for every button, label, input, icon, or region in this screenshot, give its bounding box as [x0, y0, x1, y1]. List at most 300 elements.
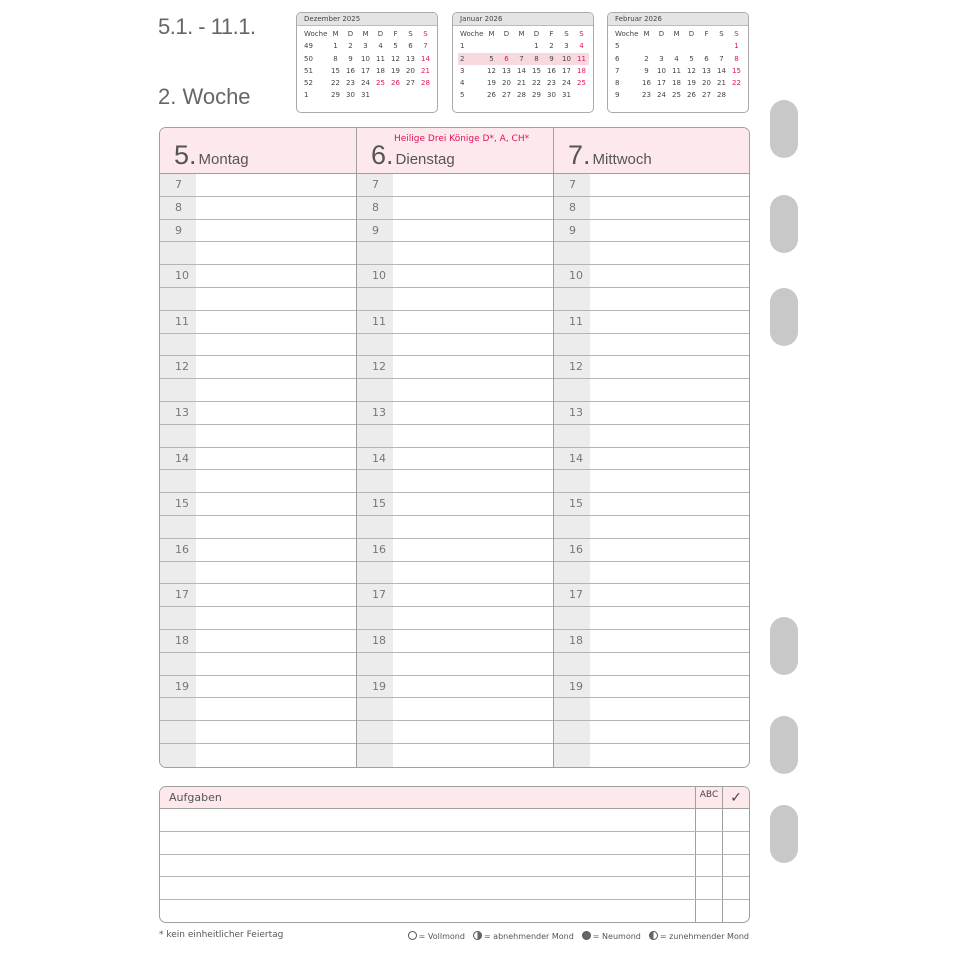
hour-slot[interactable]	[554, 698, 750, 721]
week-column-label: Woche	[615, 30, 639, 38]
appointment-line[interactable]	[590, 470, 750, 492]
weekday-label: D	[377, 30, 384, 38]
weekday-label: S	[423, 30, 428, 38]
day-header	[554, 128, 750, 174]
hour-slot[interactable]	[357, 516, 553, 539]
hour-slot[interactable]	[554, 379, 750, 402]
appointment-line[interactable]	[393, 174, 553, 196]
calendar-day: 5	[689, 54, 694, 63]
appointment-line[interactable]	[590, 698, 750, 720]
hour-slot[interactable]	[554, 744, 750, 767]
hour-slot[interactable]	[357, 220, 553, 243]
hour-slot[interactable]	[357, 539, 553, 562]
mini-calendar-grid	[608, 26, 748, 102]
task-done-cell[interactable]	[722, 877, 749, 899]
appointment-line[interactable]	[590, 676, 750, 698]
hour-slot[interactable]	[357, 448, 553, 471]
appointment-line[interactable]	[590, 402, 750, 424]
hour-slot[interactable]	[554, 197, 750, 220]
appointment-line[interactable]	[393, 721, 553, 743]
calendar-day: 15	[331, 66, 340, 75]
register-tab[interactable]	[770, 716, 798, 774]
calendar-day: 25	[672, 91, 681, 100]
weekday-label: D	[347, 30, 354, 38]
appointment-line[interactable]	[393, 288, 553, 310]
mini-calendar-week-row	[613, 89, 744, 101]
hour-label: 11	[554, 311, 590, 333]
appointment-line[interactable]	[393, 402, 553, 424]
hour-label: 18	[357, 630, 393, 652]
hour-slot[interactable]	[160, 242, 357, 265]
appointment-line[interactable]	[393, 379, 553, 401]
hour-slot[interactable]	[357, 174, 553, 197]
appointment-line[interactable]	[196, 265, 357, 287]
week-number: 2	[460, 54, 465, 63]
appointment-line[interactable]	[196, 448, 357, 470]
hour-label	[160, 698, 196, 720]
hour-slot[interactable]	[357, 288, 553, 311]
appointment-line[interactable]	[590, 607, 750, 629]
appointment-line[interactable]	[196, 402, 357, 424]
waxing-moon-icon	[649, 931, 658, 940]
hour-slot[interactable]	[554, 448, 750, 471]
day-number-wrap	[174, 140, 249, 171]
hour-slot[interactable]	[160, 470, 357, 493]
hour-label	[160, 288, 196, 310]
appointment-line[interactable]	[393, 562, 553, 584]
calendar-day: 21	[421, 66, 430, 75]
mini-calendar-february	[607, 12, 749, 113]
hour-label: 8	[554, 197, 590, 219]
hour-slot[interactable]	[357, 334, 553, 357]
register-tab[interactable]	[770, 100, 798, 158]
hour-slot[interactable]	[160, 402, 357, 425]
hour-slot[interactable]	[554, 311, 750, 334]
hour-slot[interactable]	[357, 562, 553, 585]
appointment-line[interactable]	[196, 562, 357, 584]
appointment-line[interactable]	[196, 311, 357, 333]
appointment-line[interactable]	[196, 379, 357, 401]
appointment-line[interactable]	[196, 470, 357, 492]
calendar-day: 22	[732, 79, 741, 88]
hour-slot[interactable]	[357, 744, 553, 767]
hour-slot[interactable]	[160, 288, 357, 311]
appointment-line[interactable]	[393, 265, 553, 287]
hour-slot[interactable]	[554, 174, 750, 197]
hour-slot[interactable]	[160, 356, 357, 379]
calendar-day: 8	[734, 54, 739, 63]
appointment-line[interactable]	[590, 311, 750, 333]
hour-slot[interactable]	[160, 676, 357, 699]
hour-label: 9	[554, 220, 590, 242]
appointment-line[interactable]	[393, 630, 553, 652]
calendar-day: 3	[659, 54, 664, 63]
calendar-day: 29	[532, 91, 541, 100]
appointment-line[interactable]	[196, 220, 357, 242]
hour-slot[interactable]	[357, 493, 553, 516]
hour-label	[554, 653, 590, 675]
task-priority-cell[interactable]	[695, 809, 722, 831]
task-row[interactable]	[160, 900, 749, 923]
weekday-label: S	[564, 30, 569, 38]
day-column-monday	[160, 128, 357, 767]
register-tab[interactable]	[770, 805, 798, 863]
calendar-day: 13	[702, 66, 711, 75]
hour-slots	[554, 174, 750, 767]
appointment-line[interactable]	[196, 653, 357, 675]
hour-slot[interactable]	[357, 584, 553, 607]
appointment-line[interactable]	[393, 470, 553, 492]
task-row[interactable]	[160, 855, 749, 878]
task-row[interactable]	[160, 832, 749, 855]
hour-slot[interactable]	[357, 607, 553, 630]
hour-label: 12	[160, 356, 196, 378]
appointment-line[interactable]	[590, 721, 750, 743]
day-number: 6.	[371, 140, 394, 170]
appointment-line[interactable]	[196, 334, 357, 356]
hour-label	[357, 288, 393, 310]
task-text-line[interactable]	[160, 900, 695, 923]
appointment-line[interactable]	[393, 516, 553, 538]
appointment-line[interactable]	[590, 197, 750, 219]
calendar-day: 1	[734, 42, 739, 51]
hour-slot[interactable]	[160, 425, 357, 448]
hour-slot[interactable]	[357, 402, 553, 425]
hour-slot[interactable]	[554, 653, 750, 676]
hour-slot[interactable]	[554, 265, 750, 288]
calendar-day: 8	[333, 54, 338, 63]
legend-label: = Vollmond	[418, 932, 465, 941]
appointment-line[interactable]	[393, 493, 553, 515]
appointment-line[interactable]	[196, 744, 357, 767]
appointment-line[interactable]	[196, 539, 357, 561]
hour-label	[357, 516, 393, 538]
hour-slot[interactable]	[554, 402, 750, 425]
week-number: 1	[304, 91, 309, 100]
week-number: 52	[304, 79, 313, 88]
task-priority-cell[interactable]	[695, 877, 722, 899]
hour-label: 19	[357, 676, 393, 698]
appointment-line[interactable]	[393, 311, 553, 333]
mini-calendar-january	[452, 12, 594, 113]
hour-slot[interactable]	[160, 516, 357, 539]
appointment-line[interactable]	[590, 448, 750, 470]
hour-slot[interactable]	[554, 539, 750, 562]
appointment-line[interactable]	[196, 242, 357, 264]
calendar-day: 6	[408, 42, 413, 51]
appointment-line[interactable]	[393, 448, 553, 470]
calendar-day: 27	[502, 91, 511, 100]
week-number: 49	[304, 42, 313, 51]
mini-calendar-week-row	[302, 65, 433, 77]
appointment-line[interactable]	[196, 174, 357, 196]
hour-slot[interactable]	[160, 220, 357, 243]
task-text-line[interactable]	[160, 832, 695, 854]
hour-slot[interactable]	[554, 630, 750, 653]
task-text-line[interactable]	[160, 809, 695, 831]
hour-label: 19	[160, 676, 196, 698]
calendar-day	[669, 40, 684, 52]
appointment-line[interactable]	[393, 698, 553, 720]
task-done-cell[interactable]	[722, 832, 749, 854]
appointment-line[interactable]	[590, 584, 750, 606]
calendar-day: 10	[361, 54, 370, 63]
calendar-day	[418, 89, 433, 101]
appointment-line[interactable]	[590, 334, 750, 356]
task-done-cell[interactable]	[722, 855, 749, 877]
hour-slot[interactable]	[357, 630, 553, 653]
hour-slot[interactable]	[554, 288, 750, 311]
week-number: 50	[304, 54, 313, 63]
appointment-line[interactable]	[590, 425, 750, 447]
appointment-line[interactable]	[393, 220, 553, 242]
hour-slot[interactable]	[160, 197, 357, 220]
task-text-line[interactable]	[160, 877, 695, 899]
calendar-day: 3	[564, 42, 569, 51]
calendar-day: 23	[642, 91, 651, 100]
appointment-line[interactable]	[196, 288, 357, 310]
hour-slot[interactable]	[357, 653, 553, 676]
calendar-day: 6	[704, 54, 709, 63]
appointment-line[interactable]	[196, 584, 357, 606]
appointment-line[interactable]	[590, 516, 750, 538]
appointment-line[interactable]	[196, 698, 357, 720]
appointment-line[interactable]	[393, 197, 553, 219]
appointment-line[interactable]	[590, 220, 750, 242]
hour-slot[interactable]	[160, 744, 357, 767]
hour-slot[interactable]	[554, 220, 750, 243]
hour-label	[357, 470, 393, 492]
hour-label: 10	[554, 265, 590, 287]
hour-slot[interactable]	[554, 425, 750, 448]
hour-slot[interactable]	[357, 470, 553, 493]
calendar-day: 16	[642, 79, 651, 88]
calendar-day	[499, 40, 514, 52]
task-row[interactable]	[160, 809, 749, 832]
weekday-label: D	[658, 30, 665, 38]
task-priority-cell[interactable]	[695, 900, 722, 923]
hour-slot[interactable]	[554, 493, 750, 516]
hour-label	[357, 653, 393, 675]
hour-label	[554, 607, 590, 629]
calendar-day: 26	[487, 91, 496, 100]
appointment-line[interactable]	[590, 562, 750, 584]
mini-calendar-grid	[453, 26, 593, 102]
hour-slot[interactable]	[160, 493, 357, 516]
tasks-header	[160, 787, 749, 809]
calendar-day: 12	[391, 54, 400, 63]
hour-slot[interactable]	[160, 448, 357, 471]
hour-slot[interactable]	[160, 698, 357, 721]
calendar-day: 9	[549, 54, 554, 63]
hour-slot[interactable]	[160, 584, 357, 607]
hour-label: 15	[160, 493, 196, 515]
hour-label: 7	[554, 174, 590, 196]
weekday-label: F	[704, 30, 709, 38]
appointment-line[interactable]	[590, 242, 750, 264]
calendar-day: 30	[547, 91, 556, 100]
calendar-day	[654, 40, 669, 52]
mini-calendar-week-row	[302, 53, 433, 65]
appointment-line[interactable]	[196, 721, 357, 743]
calendar-day: 23	[547, 79, 556, 88]
hour-slot[interactable]	[357, 698, 553, 721]
hour-slot[interactable]	[160, 174, 357, 197]
hour-slot[interactable]	[160, 539, 357, 562]
mini-calendar-week-row	[613, 77, 744, 89]
weekday-label: M	[362, 30, 369, 38]
hour-label: 15	[357, 493, 393, 515]
appointment-line[interactable]	[590, 356, 750, 378]
appointment-line[interactable]	[196, 493, 357, 515]
hour-slot[interactable]	[160, 607, 357, 630]
appointment-line[interactable]	[196, 516, 357, 538]
mini-calendar-december	[296, 12, 438, 113]
appointment-line[interactable]	[393, 425, 553, 447]
hour-slot[interactable]	[554, 607, 750, 630]
hour-label: 17	[160, 584, 196, 606]
hour-slot[interactable]	[160, 265, 357, 288]
appointment-line[interactable]	[393, 242, 553, 264]
hour-slot[interactable]	[357, 425, 553, 448]
hour-slots	[160, 174, 357, 767]
hour-slot[interactable]	[160, 721, 357, 744]
hour-slot[interactable]	[160, 379, 357, 402]
appointment-line[interactable]	[590, 630, 750, 652]
hour-slot[interactable]	[554, 334, 750, 357]
task-done-cell[interactable]	[722, 900, 749, 923]
mini-calendar-week-row	[458, 40, 589, 52]
appointment-line[interactable]	[590, 493, 750, 515]
hour-slot[interactable]	[357, 242, 553, 265]
calendar-day: 27	[406, 79, 415, 88]
calendar-day: 14	[717, 66, 726, 75]
hour-label: 10	[357, 265, 393, 287]
hour-slot[interactable]	[554, 676, 750, 699]
appointment-line[interactable]	[393, 584, 553, 606]
calendar-day	[403, 89, 418, 101]
hour-label	[357, 425, 393, 447]
appointment-line[interactable]	[393, 744, 553, 767]
hour-slot[interactable]	[357, 379, 553, 402]
calendar-day: 4	[378, 42, 383, 51]
task-priority-cell[interactable]	[695, 855, 722, 877]
hour-label	[160, 379, 196, 401]
hour-label: 16	[554, 539, 590, 561]
hour-label	[554, 379, 590, 401]
task-done-cell[interactable]	[722, 809, 749, 831]
calendar-day: 25	[577, 79, 586, 88]
calendar-day: 1	[534, 42, 539, 51]
day-name: Montag	[198, 151, 249, 168]
hour-label	[554, 721, 590, 743]
hour-slot[interactable]	[160, 630, 357, 653]
calendar-day: 7	[519, 54, 524, 63]
calendar-day	[729, 89, 744, 101]
appointment-line[interactable]	[590, 744, 750, 767]
appointment-line[interactable]	[590, 653, 750, 675]
hour-slot[interactable]	[554, 470, 750, 493]
footnote: * kein einheitlicher Feiertag	[159, 930, 284, 940]
hour-slot[interactable]	[357, 676, 553, 699]
hour-slot[interactable]	[554, 242, 750, 265]
appointment-line[interactable]	[393, 653, 553, 675]
appointment-line[interactable]	[393, 539, 553, 561]
appointment-line[interactable]	[196, 607, 357, 629]
hour-label: 11	[357, 311, 393, 333]
appointment-line[interactable]	[196, 356, 357, 378]
legend-waning-moon	[473, 931, 574, 941]
task-row[interactable]	[160, 877, 749, 900]
appointment-line[interactable]	[196, 630, 357, 652]
weekday-label: M	[518, 30, 525, 38]
hour-slot[interactable]	[554, 562, 750, 585]
appointment-line[interactable]	[196, 425, 357, 447]
hour-label	[554, 562, 590, 584]
appointment-line[interactable]	[393, 607, 553, 629]
weekday-label: M	[488, 30, 495, 38]
hour-slot[interactable]	[357, 197, 553, 220]
register-tab[interactable]	[770, 195, 798, 253]
appointment-line[interactable]	[393, 334, 553, 356]
task-priority-cell[interactable]	[695, 832, 722, 854]
appointment-line[interactable]	[590, 265, 750, 287]
register-tab[interactable]	[770, 617, 798, 675]
mini-calendar-week-row	[458, 65, 589, 77]
calendar-day: 17	[361, 66, 370, 75]
week-number: 3	[460, 66, 465, 75]
appointment-line[interactable]	[196, 676, 357, 698]
week-number: 5	[460, 91, 465, 100]
hour-slot[interactable]	[357, 311, 553, 334]
day-number-wrap	[568, 140, 652, 171]
calendar-day: 27	[702, 91, 711, 100]
appointment-line[interactable]	[590, 174, 750, 196]
hour-label: 18	[160, 630, 196, 652]
hour-slot[interactable]	[357, 356, 553, 379]
appointment-line[interactable]	[196, 197, 357, 219]
week-number: 7	[615, 66, 620, 75]
appointment-line[interactable]	[393, 356, 553, 378]
appointment-line[interactable]	[590, 288, 750, 310]
hour-slot[interactable]	[554, 516, 750, 539]
appointment-line[interactable]	[590, 539, 750, 561]
hour-slot[interactable]	[357, 265, 553, 288]
hour-slot[interactable]	[160, 562, 357, 585]
hour-slot[interactable]	[160, 334, 357, 357]
task-text-line[interactable]	[160, 855, 695, 877]
hour-slot[interactable]	[357, 721, 553, 744]
hour-label	[357, 379, 393, 401]
hour-slot[interactable]	[554, 721, 750, 744]
hour-slot[interactable]	[160, 311, 357, 334]
hour-label: 8	[357, 197, 393, 219]
calendar-day: 28	[421, 79, 430, 88]
hour-slot[interactable]	[554, 584, 750, 607]
register-tab[interactable]	[770, 288, 798, 346]
appointment-line[interactable]	[590, 379, 750, 401]
weekday-label: S	[408, 30, 413, 38]
appointment-line[interactable]	[393, 676, 553, 698]
calendar-day: 29	[331, 91, 340, 100]
calendar-day	[639, 40, 654, 52]
hour-slot[interactable]	[160, 653, 357, 676]
hour-slot[interactable]	[554, 356, 750, 379]
weekday-label: D	[533, 30, 540, 38]
calendar-day: 22	[532, 79, 541, 88]
mini-calendar-week-row	[302, 40, 433, 52]
hour-label: 10	[160, 265, 196, 287]
